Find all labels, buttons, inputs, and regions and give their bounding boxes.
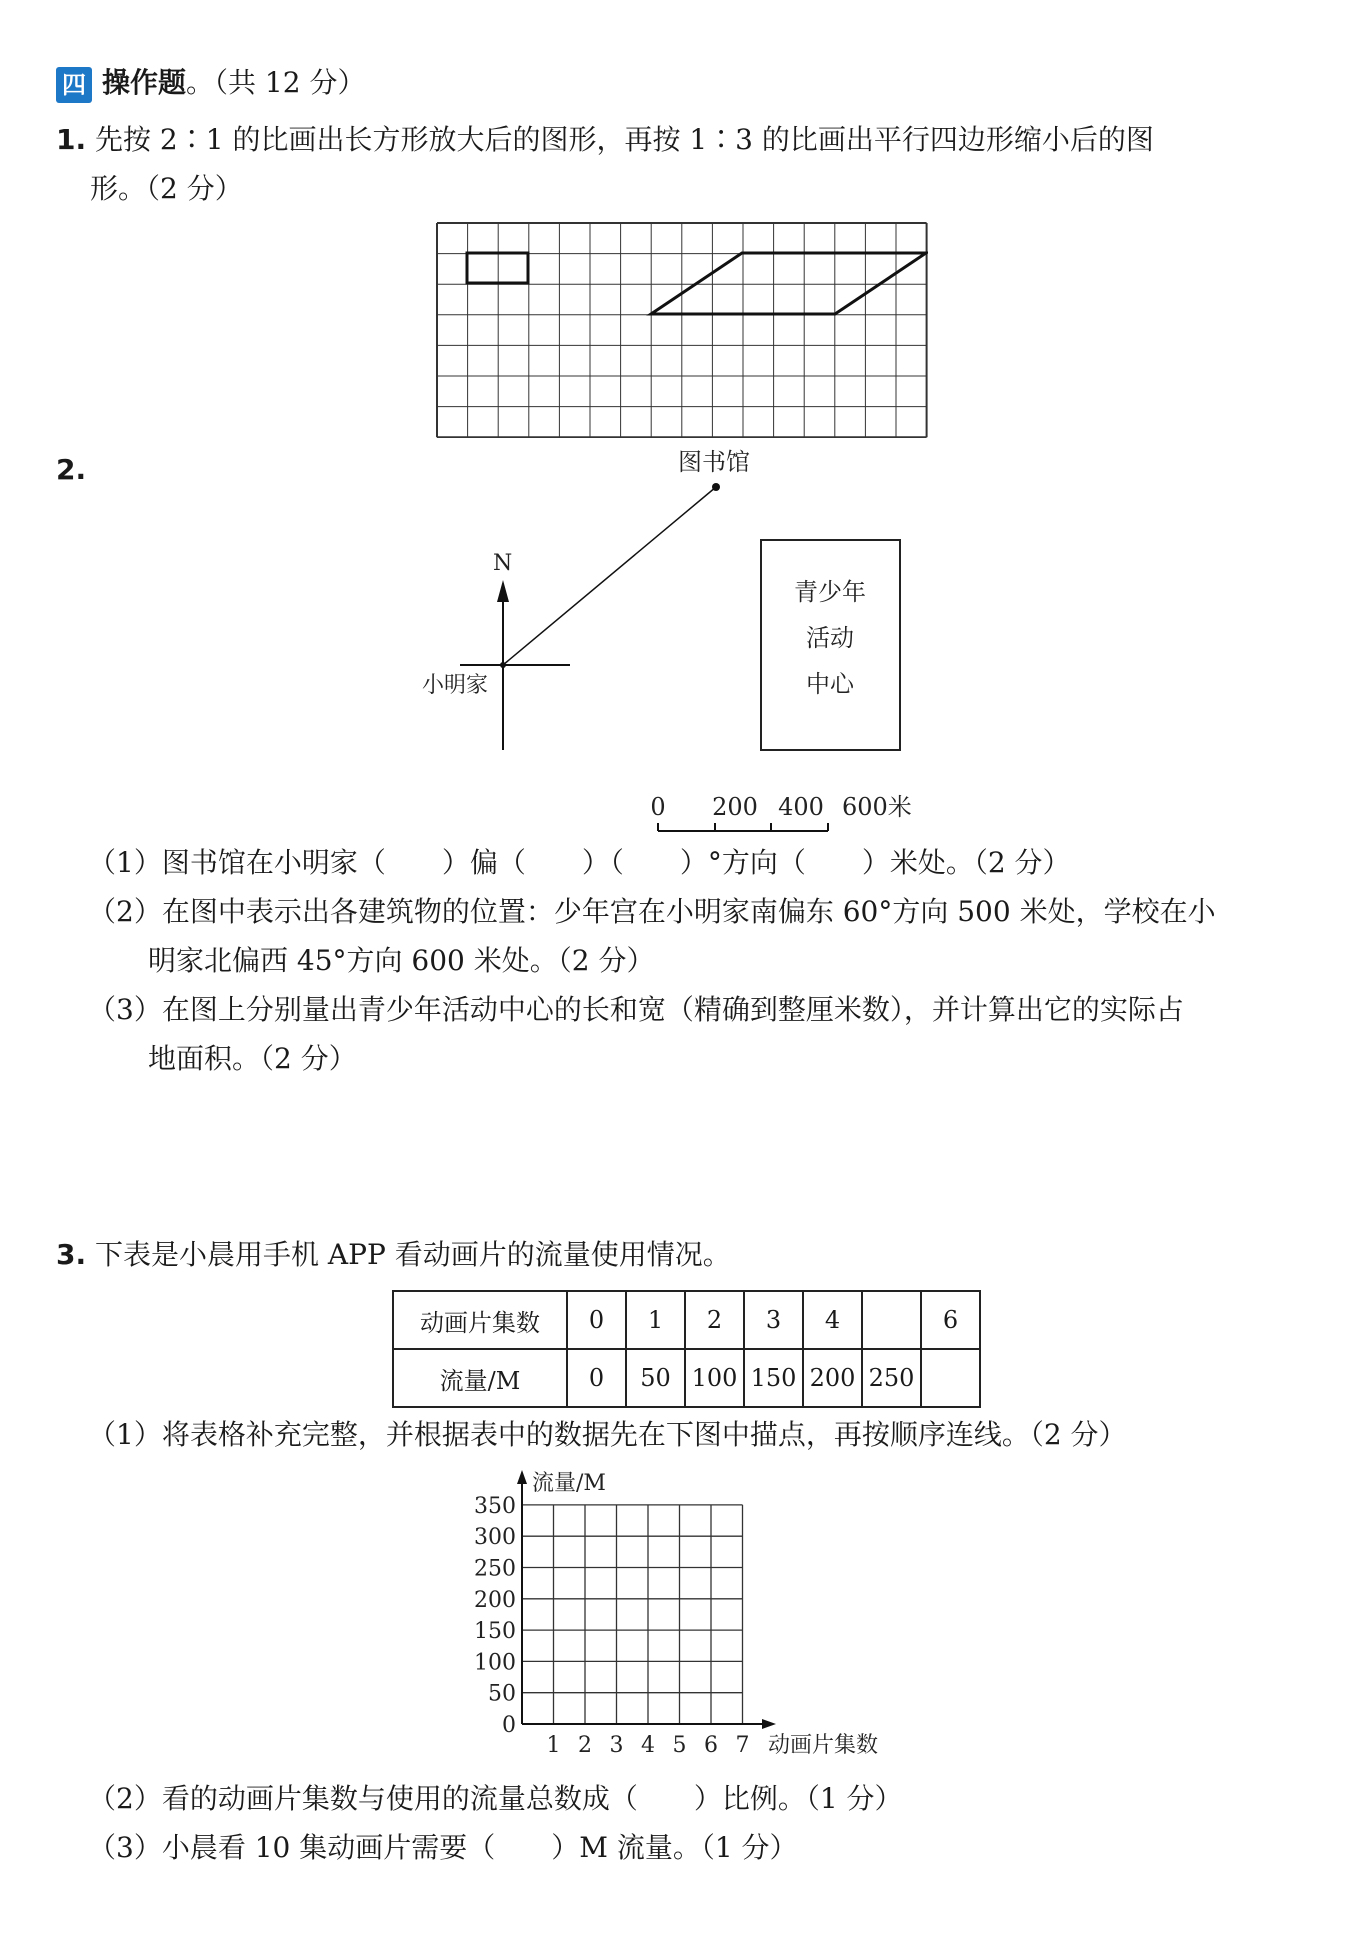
x-tick-label: 1 (546, 1733, 561, 1758)
q3-number: 3. (56, 1238, 87, 1271)
x-tick-label: 2 (578, 1733, 592, 1758)
y-tick-label: 250 (474, 1556, 516, 1582)
x-axis-arrow-icon (762, 1719, 776, 1729)
table-cell: 50 (626, 1349, 685, 1407)
table-cell: 6 (921, 1291, 980, 1349)
section-title: 操作题 (102, 66, 187, 99)
scale-label-600: 600米 (842, 793, 912, 821)
table-cell-blank (921, 1349, 980, 1407)
q1-grid-lines (437, 223, 927, 437)
table-cell: 1 (626, 1291, 685, 1349)
q3-table (392, 1290, 981, 1408)
x-tick-label: 5 (672, 1733, 687, 1758)
scale-label-200: 200 (712, 793, 758, 821)
library-point (712, 483, 720, 491)
y-axis-arrow-icon (517, 1470, 527, 1484)
x-tick-label: 6 (704, 1733, 718, 1758)
q2-map-figure (400, 440, 940, 840)
y-tick-label: 100 (474, 1650, 516, 1676)
table-cell: 100 (685, 1349, 744, 1407)
y-tick-label: 200 (474, 1587, 516, 1613)
section-badge: 四 (56, 67, 92, 103)
scale-label-400: 400 (778, 793, 824, 821)
x-axis-label: 动画片集数 (768, 1733, 879, 1758)
x-tick-label: 7 (735, 1733, 750, 1758)
library-direction-line (503, 487, 716, 665)
y-tick-label: 0 (502, 1713, 516, 1738)
home-label: 小明家 (422, 673, 489, 698)
table-row (393, 1349, 980, 1407)
table-cell: 0 (567, 1349, 626, 1407)
table-cell: 0 (567, 1291, 626, 1349)
y-tick-label: 300 (474, 1525, 516, 1551)
q3-line (56, 1238, 731, 1272)
q1-rectangle (467, 253, 528, 283)
youth-center-label-line1: 青少年 (794, 578, 866, 606)
table-cell: 250 (862, 1349, 921, 1407)
table-cell: 200 (803, 1349, 862, 1407)
y-tick-label: 350 (474, 1493, 516, 1519)
q1-text-line2: 形。（2 分） (90, 172, 243, 205)
q3-chart (470, 1462, 900, 1762)
q3-sub2: （2）看的动画片集数与使用的流量总数成（ ）比例。（1 分） (88, 1782, 903, 1815)
table-cell: 4 (803, 1291, 862, 1349)
q2-number-text: 2. (56, 453, 87, 486)
q1-parallelogram (651, 253, 926, 314)
q2-sub1: （1）图书馆在小明家（ ）偏（ ）（ ）°方向（ ）米处。（2 分） (88, 846, 1071, 879)
q3-sub1: （1）将表格补充完整，并根据表中的数据先在下图中描点，再按顺序连线。（2 分） (88, 1418, 1127, 1451)
q1-line1 (56, 123, 1154, 157)
q1-grid-figure (436, 222, 928, 438)
q2-sub2-line1: （2）在图中表示出各建筑物的位置：少年宫在小明家南偏东 60°方向 500 米处，学校在小 (88, 895, 1216, 928)
table-row (393, 1291, 980, 1349)
q2-sub3-line2: 地面积。（2 分） (148, 1042, 357, 1075)
section-header (56, 66, 365, 103)
chart-grid (522, 1505, 743, 1724)
table-cell: 3 (744, 1291, 803, 1349)
y-tick-label: 50 (488, 1681, 516, 1707)
home-point (500, 662, 506, 668)
q2-sub2-line2: 明家北偏西 45°方向 600 米处。（2 分） (148, 944, 655, 977)
x-tick-label: 3 (609, 1733, 624, 1758)
section-score: 。（共 12 分） (186, 66, 366, 99)
table-header-traffic: 流量/M (393, 1349, 567, 1407)
q2-sub3-line1: （3）在图上分别量出青少年活动中心的长和宽（精确到整厘米数），并计算出它的实际占 (88, 993, 1184, 1026)
q1-number: 1. (56, 123, 87, 156)
q3-sub3: （3）小晨看 10 集动画片需要（ ）M 流量。（1 分） (88, 1831, 798, 1864)
north-arrow-icon (497, 580, 509, 602)
q1-text-line1: 先按 2∶1 的比画出长方形放大后的图形，再按 1∶3 的比画出平行四边形缩小后的图 (95, 123, 1154, 156)
youth-center-label-line3: 中心 (806, 670, 854, 698)
q2-number (56, 453, 86, 487)
x-tick-label: 4 (641, 1733, 655, 1758)
table-cell-blank (862, 1291, 921, 1349)
table-header-episodes: 动画片集数 (393, 1291, 567, 1349)
north-label: N (493, 551, 513, 576)
youth-center-label-line2: 活动 (806, 624, 854, 652)
y-axis-label: 流量/M (532, 1471, 606, 1496)
table-cell: 2 (685, 1291, 744, 1349)
library-label: 图书馆 (678, 448, 750, 476)
chart-ticks (474, 1494, 750, 1758)
table-cell: 150 (744, 1349, 803, 1407)
q3-text: 下表是小晨用手机 APP 看动画片的流量使用情况。 (95, 1238, 731, 1271)
y-tick-label: 150 (474, 1619, 516, 1645)
scale-label-0: 0 (650, 793, 666, 821)
